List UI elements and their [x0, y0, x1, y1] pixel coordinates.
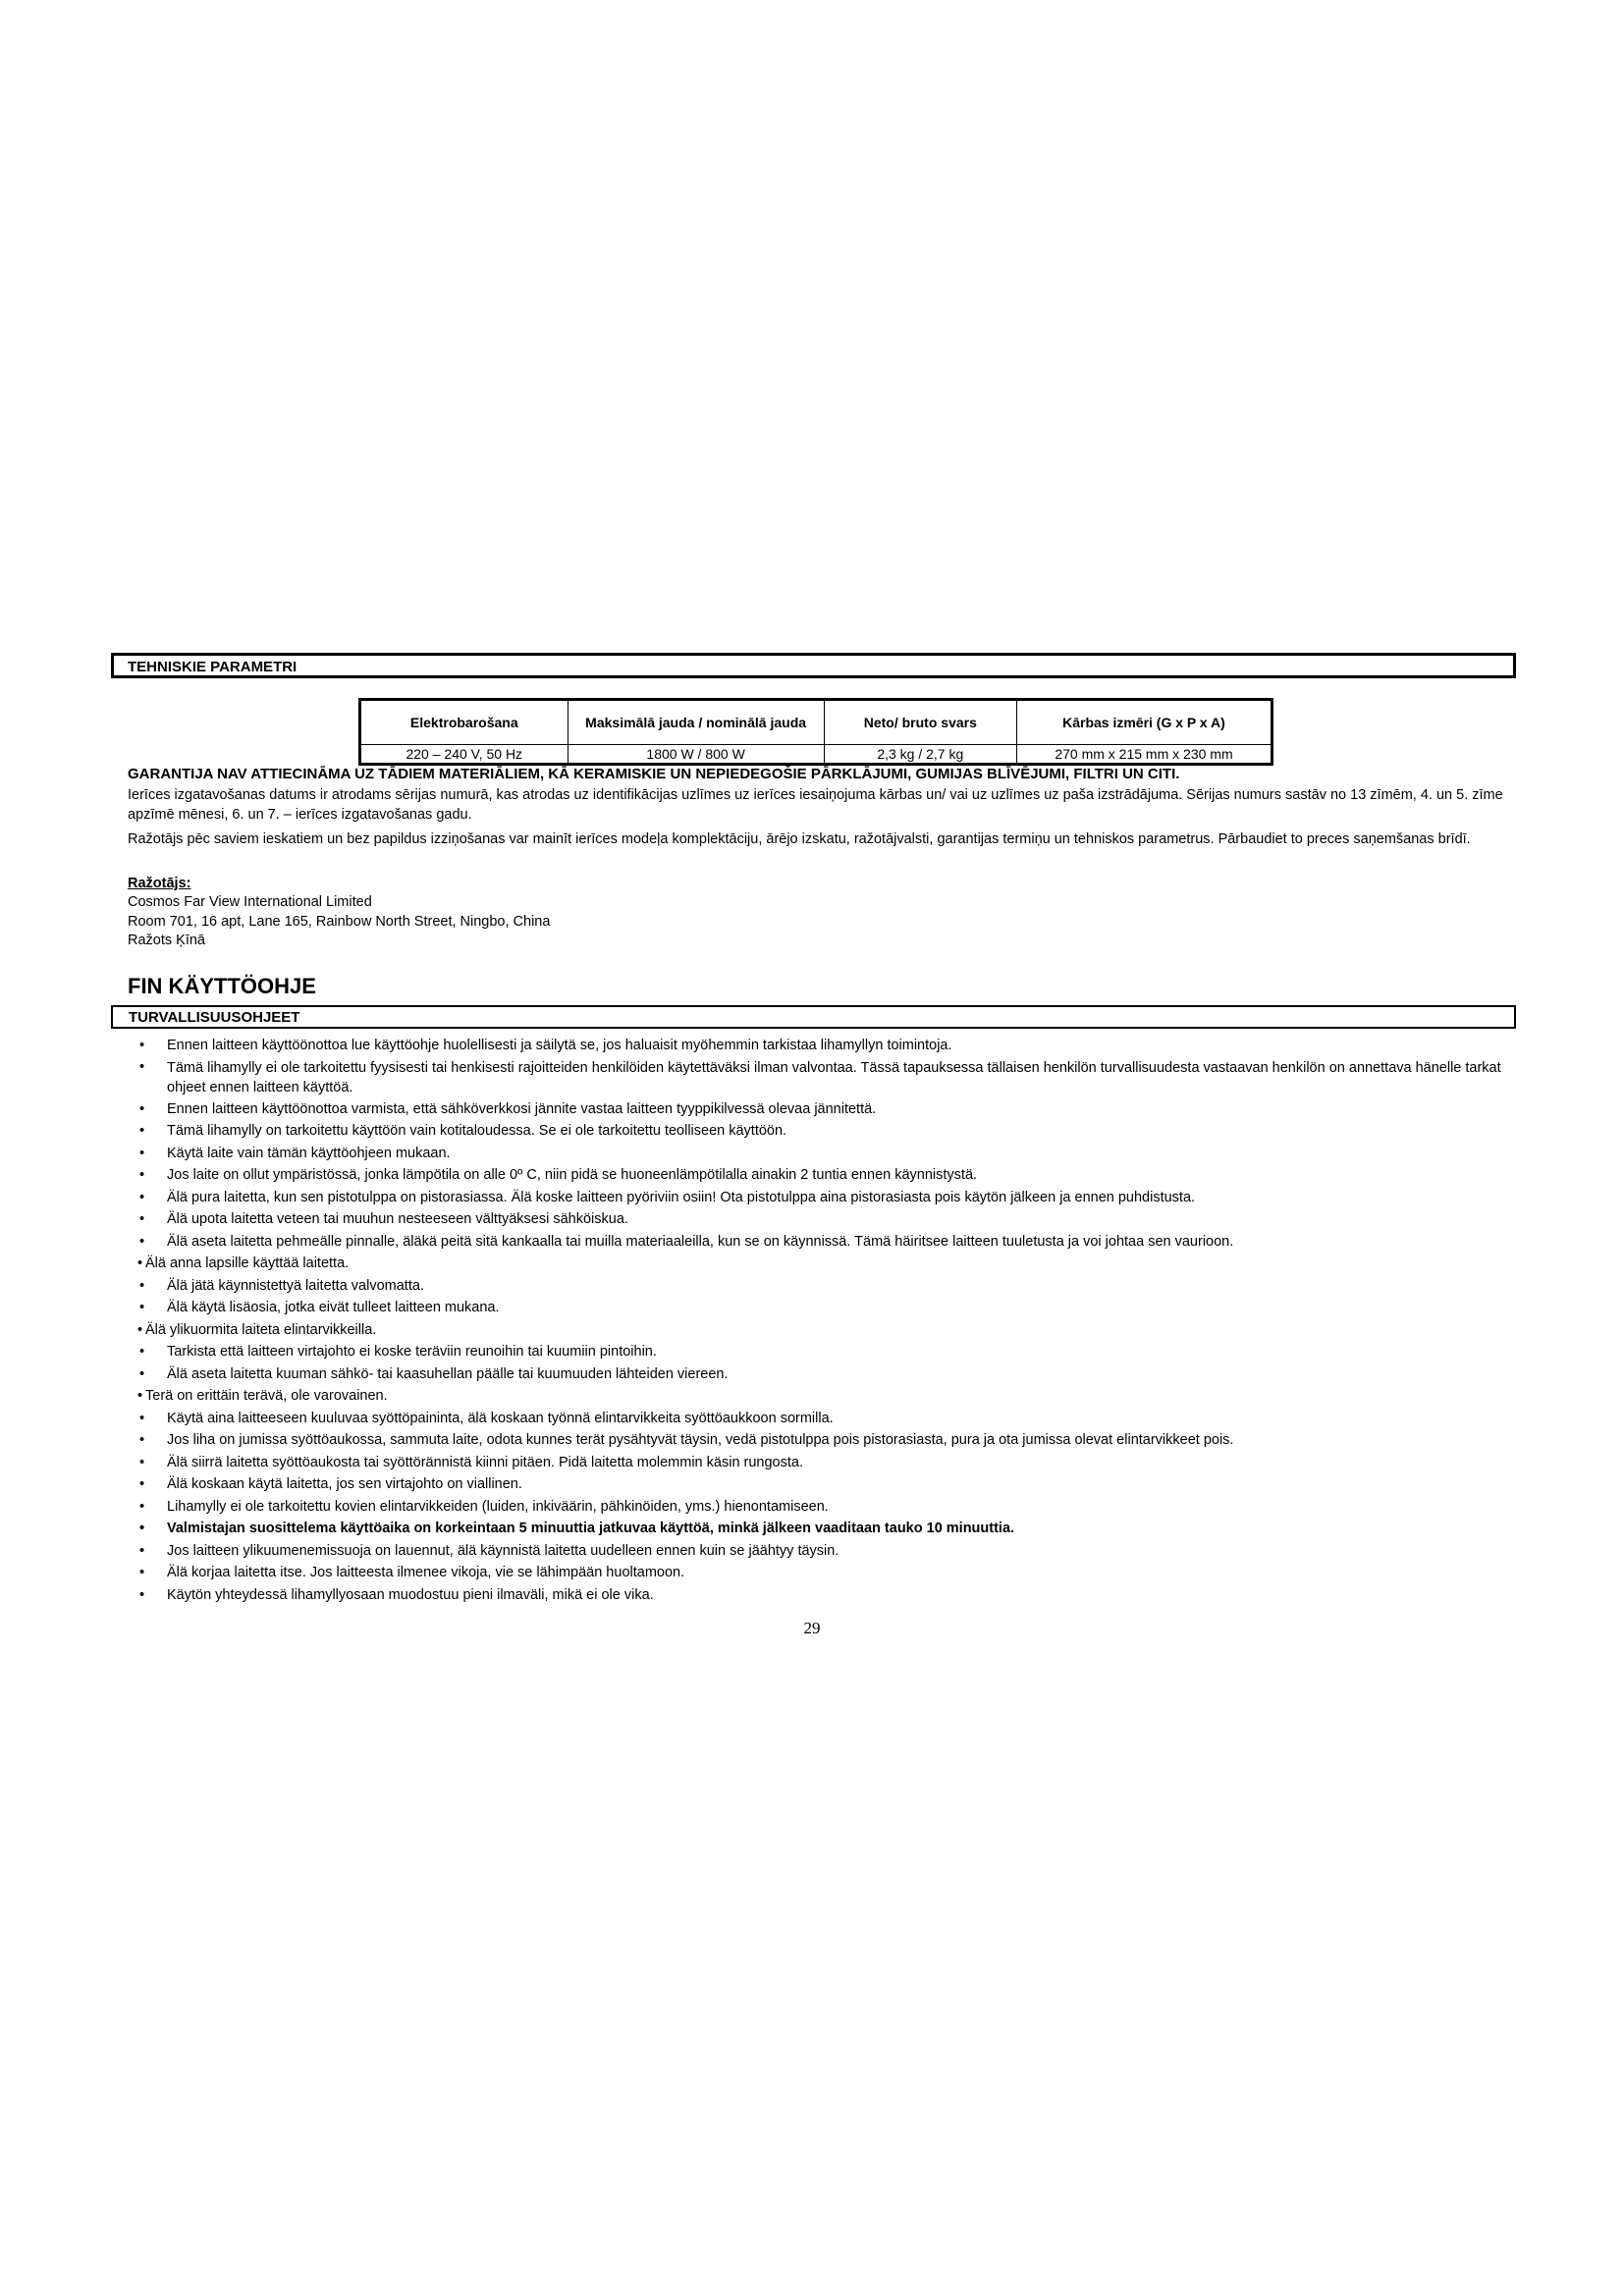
manufacturer-address: [128, 893, 1512, 951]
safety-header: [111, 1005, 1516, 1029]
spec-header-cell: Elektrobarošana: [360, 700, 568, 745]
manufacturer-rights-paragraph: Ražotājs pēc saviem ieskatiem un bez papildus izziņošanas var mainīt ierīces modeļa komplektāciju, ārējo izskatu, ražotājvalsti, garantijas termiņu un tehniskos parametrus. Pārbaudiet to preces saņemšanas brīdī.: [128, 831, 1471, 847]
spec-table-value-row: [360, 745, 1272, 765]
safety-list: [128, 1035, 1512, 1606]
list-item: • Tarkista että laitteen virtajohto ei koske teräviin reunoihin tai kuumiin pintoihin.: [128, 1341, 1512, 1363]
spec-header-cell: Kārbas izmēri (G x P x A): [1016, 700, 1272, 745]
list-item: • Terä on erittäin terävä, ole varovainen.: [128, 1385, 1512, 1408]
list-item: • Älä jätä käynnistettyä laitetta valvomatta.: [128, 1275, 1512, 1298]
list-item: • Älä käytä lisäosia, jotka eivät tulleet laitteen mukana.: [128, 1297, 1512, 1319]
address-line: Room 701, 16 apt, Lane 165, Rainbow North Street, Ningbo, China: [128, 913, 551, 930]
list-item: • Käytä laite vain tämän käyttöohjeen mukaan.: [128, 1143, 1512, 1165]
list-item: • Käytä aina laitteeseen kuuluvaa syöttöpaininta, älä koskaan työnnä elintarvikkeita syöttöaukkoon sormilla.: [128, 1408, 1512, 1430]
list-item: • Älä aseta laitetta pehmeälle pinnalle, äläkä peitä sitä kankaalla tai muilla materiaaleilla, kun se on käynnissä. Tämä häiritsee laitteen tuuletusta ja voi johtaa sen vaurioon.: [128, 1231, 1512, 1254]
warranty-notice: GARANTIJA NAV ATTIECINĀMA UZ TĀDIEM MATERIĀLIEM, KĀ KERAMISKIE UN NEPIEDEGOŠIE PĀRKLĀJUMI, GUMIJAS BLĪVĒJUMI, FILTRI UN CITI.: [128, 766, 1180, 782]
safety-header-title: TURVALLISUUSOHJEET: [129, 1009, 300, 1026]
spec-value-cell: 2,3 kg / 2,7 kg: [824, 745, 1016, 765]
list-item: • Älä siirrä laitetta syöttöaukosta tai syöttörännistä kiinni pitäen. Pidä laitetta molemmin käsin rungosta.: [128, 1452, 1512, 1474]
spec-value-cell: 220 – 240 V, 50 Hz: [360, 745, 568, 765]
tech-params-header: [111, 653, 1516, 678]
list-item: • Älä aseta laitetta kuuman sähkö- tai kaasuhellan päälle tai kuumuuden lähteiden viereen.: [128, 1363, 1512, 1386]
list-item: • Valmistajan suosittelema käyttöaika on korkeintaan 5 minuuttia jatkuvaa käyttöä, minkä jälkeen vaaditaan tauko 10 minuuttia.: [128, 1518, 1512, 1540]
tech-params-title: TEHNISKIE PARAMETRI: [128, 659, 298, 675]
list-item: • Tämä lihamylly ei ole tarkoitettu fyysisesti tai henkisesti rajoitteiden henkilöiden käytettäväksi ilman valvontaa. Tässä tapauksessa tällaisen henkilön turvallisuudesta vastaavan henkilön on annettava hänelle tarkat ohjeet ennen laitteen käyttöä.: [128, 1057, 1512, 1098]
spec-header-cell: Neto/ bruto svars: [824, 700, 1016, 745]
manufacturer-heading: Ražotājs:: [128, 876, 191, 891]
list-item: • Ennen laitteen käyttöönottoa varmista, että sähköverkkosi jännite vastaa laitteen tyyppikilvessä olevaa jännitettä.: [128, 1098, 1512, 1121]
list-item: • Älä upota laitetta veteen tai muuhun nesteeseen välttyäksesi sähköiskua.: [128, 1208, 1512, 1231]
list-item: • Älä korjaa laitetta itse. Jos laitteesta ilmenee vikoja, vie se lähimpään huoltamoon.: [128, 1562, 1512, 1584]
list-item: • Jos liha on jumissa syöttöaukossa, sammuta laite, odota kunnes terät pysähtyvät täysin, vedä pistotulppa pois pistorasiasta, pura ja ota jumissa olevat elintarvikkeet pois.: [128, 1429, 1512, 1452]
spec-value-cell: 1800 W / 800 W: [568, 745, 824, 765]
list-item: • Tämä lihamylly on tarkoitettu käyttöön vain kotitaloudessa. Se ei ole tarkoitettu teolliseen käyttöön.: [128, 1120, 1512, 1143]
spec-table-header-row: [360, 700, 1272, 745]
list-item: • Älä anna lapsille käyttää laitetta.: [128, 1253, 1512, 1275]
page-number: 29: [803, 1619, 821, 1637]
fin-section-title: FIN KÄYTTÖOHJE: [128, 974, 316, 998]
list-item: • Ennen laitteen käyttöönottoa lue käyttöohje huolellisesti ja säilytä se, jos haluaisit myöhemmin tarkistaa lihamyllyn toimintoja.: [128, 1035, 1512, 1057]
spec-header-cell: Maksimālā jauda / nominālā jauda: [568, 700, 824, 745]
list-item: • Jos laitteen ylikuumenemissuoja on lauennut, älä käynnistä laitetta uudelleen ennen kuin se jäähtyy täysin.: [128, 1540, 1512, 1563]
list-item: • Älä koskaan käytä laitetta, jos sen virtajohto on viallinen.: [128, 1473, 1512, 1496]
spec-table: [358, 698, 1273, 766]
address-line: Ražots Ķīnā: [128, 933, 205, 948]
address-line: Cosmos Far View International Limited: [128, 894, 372, 910]
list-item: • Jos laite on ollut ympäristössä, jonka lämpötila on alle 0º C, niin pidä se huoneenlämpötilalla ainakin 2 tuntia ennen käynnistystä.: [128, 1164, 1512, 1187]
list-item: • Älä ylikuormita laiteta elintarvikkeilla.: [128, 1319, 1512, 1342]
spec-value-cell: 270 mm x 215 mm x 230 mm: [1016, 745, 1272, 765]
list-item: • Käytön yhteydessä lihamyllyosaan muodostuu pieni ilmaväli, mikä ei ole vika.: [128, 1584, 1512, 1607]
list-item: • Lihamylly ei ole tarkoitettu kovien elintarvikkeiden (luiden, inkiväärin, pähkinöiden, yms.) hienontamiseen.: [128, 1496, 1512, 1519]
list-item: • Älä pura laitetta, kun sen pistotulppa on pistorasiassa. Älä koske laitteen pyöriviin osiin! Ota pistotulppa aina pistorasiasta pois käytön jälkeen ja ennen puhdistusta.: [128, 1187, 1512, 1209]
manufacture-date-paragraph: Ierīces izgatavošanas datums ir atrodams sērijas numurā, kas atrodas uz identifikācijas uzlīmes uz ierīces iesaiņojuma kārbas un/ vai uz uzlīmes uz paša izstrādājuma. Sērijas numurs sastāv no 13 zīmēm, 4. un 5. zīme apzīmē mēnesi, 6. un 7. – ierīces izgatavošanas gadu.: [128, 787, 1503, 823]
